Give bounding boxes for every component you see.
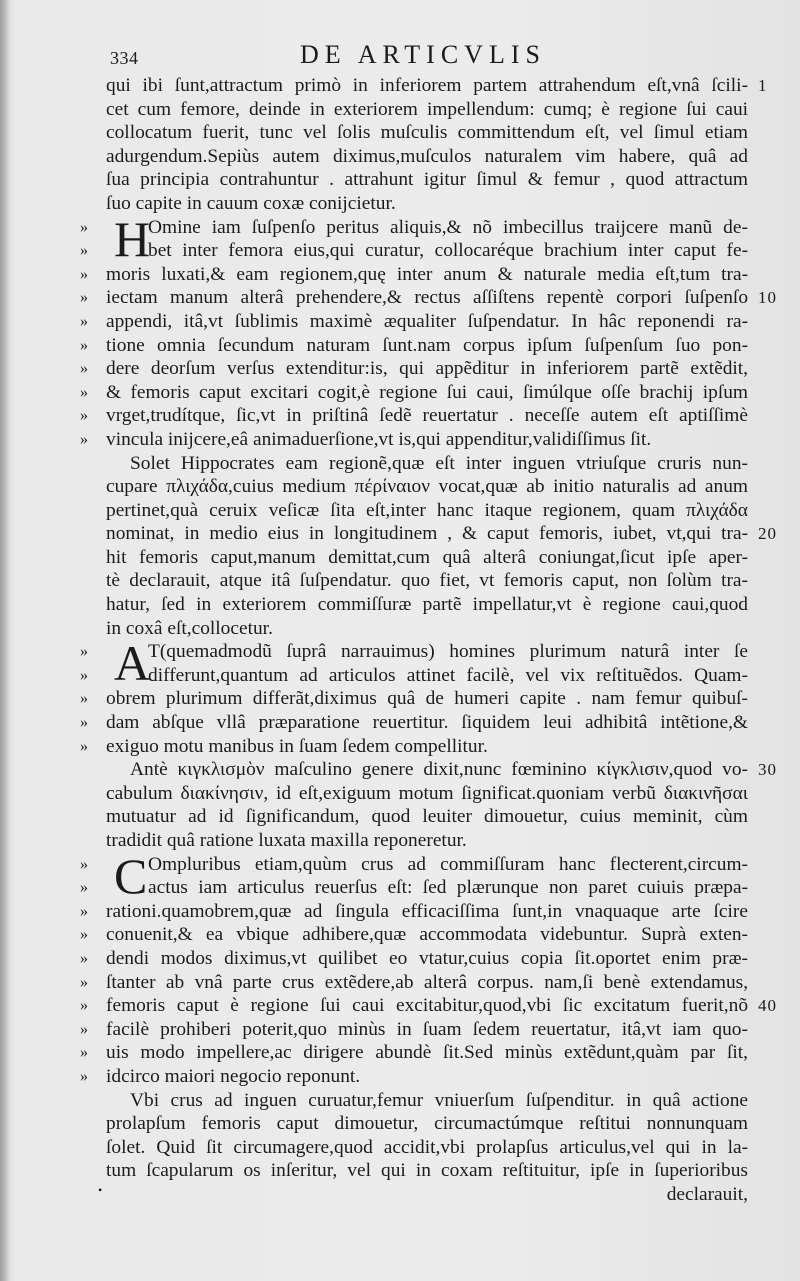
- text-line: [80, 687, 748, 711]
- line-text: mutuatur ad id ſignificandum, quod leuiter dimouetur, cuius meminit, cùm: [106, 806, 748, 828]
- quotation-marker: »: [80, 879, 88, 897]
- line-text: Antè κιγκλισμὸν maſculino genere dixit,nunc fœminino κίγκλισιν,quod vo-: [130, 759, 748, 781]
- line-number: 10: [758, 288, 777, 308]
- text-line: [80, 1041, 748, 1065]
- text-line: [80, 994, 777, 1018]
- text-line: [106, 1112, 748, 1136]
- text-line: [80, 735, 748, 759]
- line-text: Ompluribus etiam,quùm crus ad commiſſuram hanc flecterent,circum-: [148, 853, 748, 875]
- line-text: hatur, ſed in exteriorem commiſſuræ partẽ impellatur,vt è regione caui,quod: [106, 594, 748, 616]
- text-line: [80, 947, 748, 971]
- text-line: [106, 782, 748, 806]
- text-line: [80, 711, 748, 735]
- text-line: [106, 192, 748, 216]
- line-text: appendi, itâ,vt ſublimis maximè æqualiter ſuſpendatur. In hâc reponendi ra-: [106, 310, 749, 332]
- line-text: cabulum διακίνησιν, id eſt,exiguum motum ſignificat.quoniam verbũ διακινῆσαι: [106, 782, 748, 804]
- line-text: ſtanter ab vnâ parte crus extẽdere,ab alterâ corpus. nam,ſi benè extendamus,: [106, 971, 749, 993]
- line-text: uis modo impellere,ac dirigere abundè ſit.Sed minùs extẽdunt,quàm par ſit,: [106, 1042, 748, 1064]
- line-text: collocatum fuerit, tunc vel ſolis muſculis committendum eſt, vel ſimul etiam: [106, 122, 748, 144]
- text-line: [106, 121, 748, 145]
- quotation-marker: »: [80, 430, 88, 448]
- quotation-marker: »: [80, 690, 88, 708]
- text-line: [80, 310, 749, 334]
- quotation-marker: »: [80, 407, 88, 425]
- quotation-marker: »: [80, 312, 88, 330]
- line-text: vrget,trudítque, ſic,vt in priſtinâ ſedẽ reuertatur . neceſſe autem eſt aptiſſimè: [106, 405, 748, 427]
- line-text: obrem plurimum differãt,diximus quâ de humeri capite . nam femur quibuſ-: [106, 688, 748, 710]
- line-text: iectam manum alterâ prehendere,& rectus aſſiſtens repentè corpori ſuſpenſo: [106, 287, 749, 309]
- line-text: pertinet,quà ceruix veſicæ ſita eſt,inter hanc itaque regionem, quam πλιχάδα: [106, 499, 748, 521]
- line-text: ſua principia contrahuntur . attrahunt igitur ſimul & femur , quod attractum: [106, 169, 748, 191]
- text-line: [106, 758, 777, 782]
- line-text: ſolet. Quid ſit circumagere,quod accidit,vbi prolapſus articulus,vel qui in la-: [106, 1136, 749, 1158]
- page-header: [110, 40, 750, 74]
- line-text: differunt,quantum ad articulos attinet facilè, vel vix reſtituẽdos. Quam-: [148, 664, 748, 686]
- text-line: [80, 428, 748, 452]
- line-text: declarauit,: [666, 1183, 748, 1205]
- line-text: cet cum femore, deinde in exteriorem impellendum: cumq; è regione ſui caui: [106, 98, 749, 120]
- line-text: & femoris caput excitari cogit,è regione ſui caui, ſimúlque oſſe brachij ipſum: [106, 381, 749, 403]
- quotation-marker: »: [80, 1044, 88, 1062]
- line-text: T(quemadmodũ ſuprâ narrauimus) homines plurimum naturâ inter ſe: [148, 641, 749, 663]
- line-text: adurgendum.Sepiùs autem diximus,muſculos naturalem vim habere, quâ ad: [106, 145, 748, 167]
- line-text: ſuo capite in cauum coxæ conijcietur.: [106, 192, 396, 214]
- quotation-marker: »: [80, 737, 88, 755]
- text-line: [106, 145, 748, 169]
- quotation-marker: »: [80, 289, 88, 307]
- quotation-marker: »: [80, 218, 88, 236]
- text-line: [80, 1018, 748, 1042]
- binding-shadow: [0, 0, 10, 1281]
- quotation-marker: »: [80, 926, 88, 944]
- line-text: moris luxati,& eam regionem,quę inter anum & naturale media eſt,tum tra-: [106, 263, 749, 285]
- quotation-marker: »: [80, 855, 88, 873]
- line-text: hit femoris caput,manum demittat,cum quâ alterâ coniungat,ſicut ipſe aper-: [106, 546, 749, 568]
- line-text: vincula inijcere,eâ animaduerſione,vt is,qui appenditur,validiſſimus ſit.: [106, 428, 652, 450]
- text-line: [106, 569, 748, 593]
- quotation-marker: »: [80, 643, 88, 661]
- quotation-marker: »: [80, 1067, 88, 1085]
- text-line: [80, 263, 749, 287]
- quotation-marker: »: [80, 360, 88, 378]
- text-line: [80, 381, 749, 405]
- text-line: [106, 805, 748, 829]
- quotation-marker: »: [80, 997, 88, 1015]
- line-text: facilè prohiberi poterit,quo minùs in ſuam ſedem reuertatur, itâ,vt iam quo-: [106, 1018, 748, 1040]
- text-line: [106, 74, 768, 98]
- line-text: in coxâ eſt,collocetur.: [106, 617, 273, 639]
- drop-cap: C: [114, 847, 148, 904]
- line-text: qui ibi ſunt,attractum primò in inferiorem partem attrahendum eſt,vnâ ſcili-: [106, 75, 749, 96]
- quotation-marker: »: [80, 265, 88, 283]
- text-line: [80, 239, 749, 263]
- quotation-marker: »: [80, 336, 88, 354]
- line-text: rationi.quamobrem,quæ ad ſingula efficaciſſima ſunt,in vnaquaque arte ſcire: [106, 900, 748, 922]
- line-text: actus iam articulus reuerſus eſt: ſed plærunque non paret cuiuis præpa-: [148, 877, 749, 899]
- text-line: [80, 334, 749, 358]
- margin-dot: •: [98, 1183, 103, 1197]
- line-text: Vbi crus ad inguen curuatur,femur vniuerſum ſuſpenditur. in quâ actione: [130, 1089, 749, 1111]
- text-line: [106, 617, 748, 641]
- line-number: 30: [758, 760, 777, 780]
- text-line: [106, 452, 748, 476]
- text-line: [80, 923, 748, 947]
- quotation-marker: »: [80, 1020, 88, 1038]
- text-line: [106, 1183, 748, 1207]
- text-line: [106, 522, 777, 546]
- quotation-marker: »: [80, 902, 88, 920]
- page-number: 334: [110, 48, 139, 68]
- text-line: [80, 357, 749, 381]
- text-line: [106, 593, 748, 617]
- line-text: tum ſcapularum os inſeritur, vel qui in coxam reſtituitur, ipſe in ſuperioribus: [106, 1160, 748, 1182]
- text-line: [80, 900, 748, 924]
- line-text: Solet Hippocrates eam regionẽ,quæ eſt inter inguen vtriuſque cruris nun-: [130, 452, 748, 474]
- quotation-marker: »: [80, 714, 88, 732]
- text-line: [80, 876, 749, 900]
- line-text: bet inter femora eius,qui curatur, collocaréque brachium inter caput fe-: [148, 240, 749, 262]
- text-line: [80, 971, 749, 995]
- text-line: [106, 1159, 748, 1183]
- quotation-marker: »: [80, 949, 88, 967]
- text-line: [106, 499, 748, 523]
- line-text: exiguo motu manibus in ſuam ſedem compellitur.: [106, 735, 488, 757]
- text-line: [106, 1089, 748, 1113]
- running-title: DE ARTICVLIS: [300, 40, 546, 69]
- line-number: 1: [758, 76, 768, 95]
- line-text: dam abſque vllâ præparatione reuertitur. ſiquidem leui adhibitâ intẽtione,&: [106, 712, 748, 734]
- line-text: conuenit,& ea vbique adhibere,quæ accommodata videbuntur. Suprà exten-: [106, 924, 748, 946]
- text-line: [106, 546, 748, 570]
- text-line: [106, 475, 748, 499]
- line-text: cupare πλιχάδα,cuius medium πέρίναιον vocat,quæ ab initio naturalis ad anum: [106, 476, 748, 498]
- line-text: Omine iam ſuſpenſo peritus aliquis,& nõ imbecillus traijcere manũ de-: [148, 216, 748, 238]
- text-line: [106, 98, 748, 122]
- line-text: tradidit quâ ratione luxata maxilla reponeretur.: [106, 830, 467, 851]
- text-line: [80, 286, 777, 310]
- line-text: idcirco maiori negocio reponunt.: [106, 1065, 361, 1087]
- drop-cap: H: [114, 210, 151, 267]
- line-text: prolapſum femoris caput dimouetur, circumactúmque reſtitui nonnunquam: [106, 1113, 749, 1135]
- quotation-marker: »: [80, 666, 88, 684]
- quotation-marker: »: [80, 242, 88, 260]
- quotation-marker: »: [80, 973, 88, 991]
- text-line: [80, 1065, 748, 1089]
- line-text: dere deorſum verſus extenditur:is, qui appẽditur in inferiorem partẽ extẽdit,: [106, 358, 749, 380]
- line-text: dendi modos diximus,vt quilibet eo vtatur,cuius copia ſit.oportet enim præ-: [106, 947, 748, 969]
- text-line: [106, 829, 748, 853]
- text-line: [106, 168, 748, 192]
- body-text: [80, 74, 777, 1207]
- quotation-marker: »: [80, 383, 88, 401]
- line-text: tione omnia ſecundum naturam ſunt.nam corpus ipſum ſuſpenſum ſuo pon-: [106, 334, 749, 356]
- line-text: nominat, in medio eius in longitudinem , & caput femoris, iubet, vt,qui tra-: [106, 523, 749, 545]
- text-line: [106, 1136, 748, 1160]
- line-number: 40: [758, 996, 777, 1016]
- line-number: 20: [758, 524, 777, 544]
- line-text: femoris caput è regione ſui caui excitabitur,quod,vbi ſic excitatum fuerit,nõ: [106, 995, 749, 1017]
- text-line: [80, 404, 748, 428]
- drop-cap: A: [114, 635, 151, 692]
- line-text: tè declarauit, atque itâ ſuſpendatur. quo fiet, vt femoris caput, non ſolùm tra-: [106, 570, 748, 592]
- text-line: [80, 664, 748, 688]
